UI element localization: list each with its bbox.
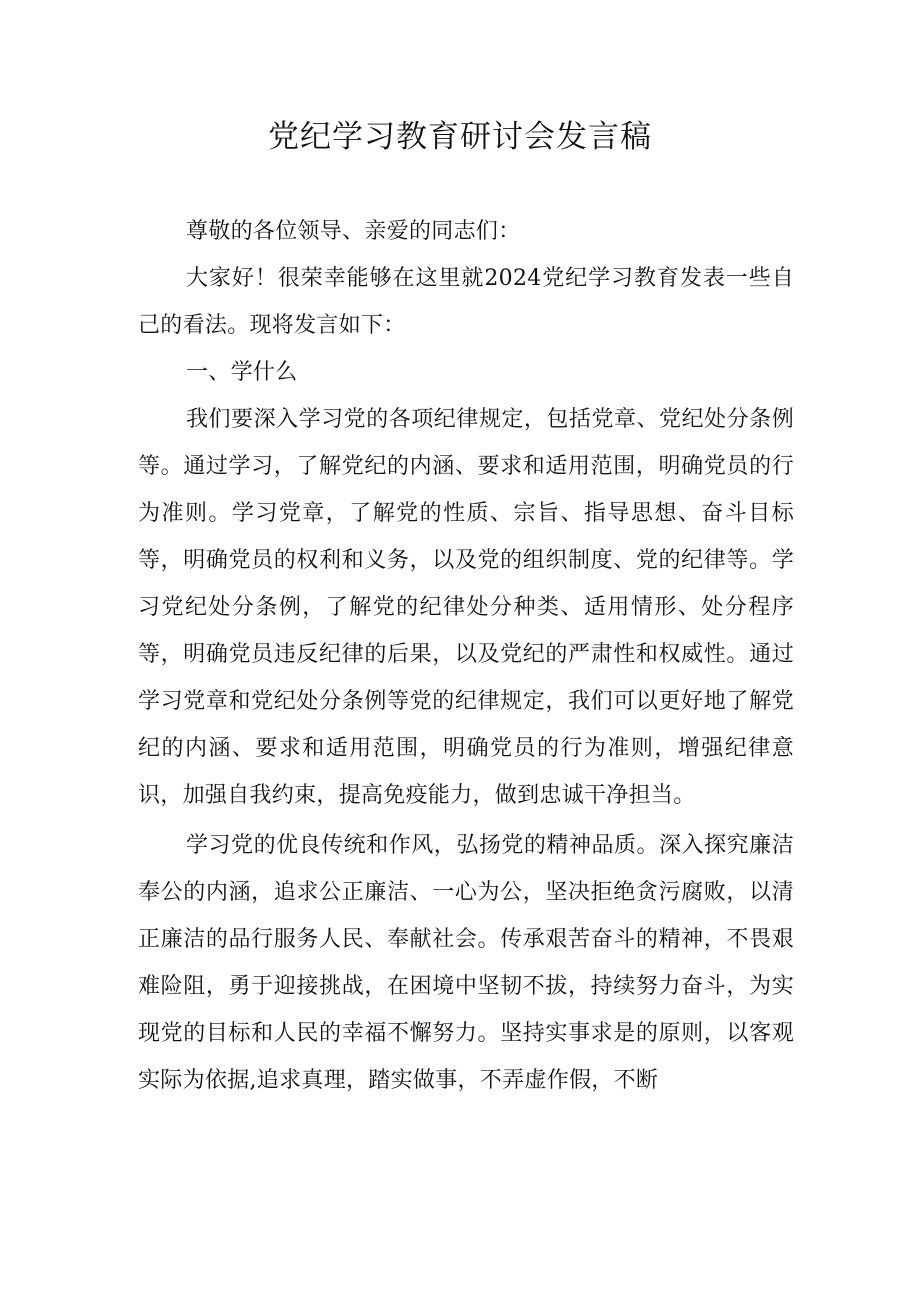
- section-heading: 一、学什么: [186, 360, 298, 385]
- document-body: [138, 208, 794, 1104]
- salutation-paragraph: 尊敬的各位领导、亲爱的同志们：: [186, 219, 521, 244]
- body-paragraph: 我们要深入学习党的各项纪律规定，包括党章、党纪处分条例等。通过学习，了解党纪的内涵、要求和适用范围，明确党员的行为准则。学习党章，了解党的性质、宗旨、指导思想、奋斗目标等，明确党员的权利和义务，以及党的组织制度、党的纪律等。学习党纪处分条例，了解党的纪律处分种类、适用情形、处分程序等，明确党员违反纪律的后果，以及党纪的严肃性和权威性。通过学习党章和党纪处分条例等党的纪律规定，我们可以更好地了解党纪的内涵、要求和适用范围，明确党员的行为准则，增强纪律意识，加强自我约束，提高免疫能力，做到忠诚干净担当。: [138, 407, 794, 808]
- body-paragraph: 学习党的优良传统和作风，弘扬党的精神品质。深入探究廉洁奉公的内涵，追求公正廉洁、一心为公，坚决拒绝贪污腐败，以清正廉洁的品行服务人民、奉献社会。传承艰苦奋斗的精神，不畏艰难险阻，勇于迎接挑战，在困境中坚韧不拔，持续努力奋斗，为实现党的目标和人民的幸福不懈努力。坚持实事求是的原则，以客观实际为依据,追求真理，踏实做事，不弄虚作假，不断: [138, 833, 794, 1093]
- greeting-paragraph: 大家好！很荣幸能够在这里就2024党纪学习教育发表一些自己的看法。现将发言如下：: [138, 266, 794, 338]
- document-title: 党纪学习教育研讨会发言稿: [268, 119, 652, 155]
